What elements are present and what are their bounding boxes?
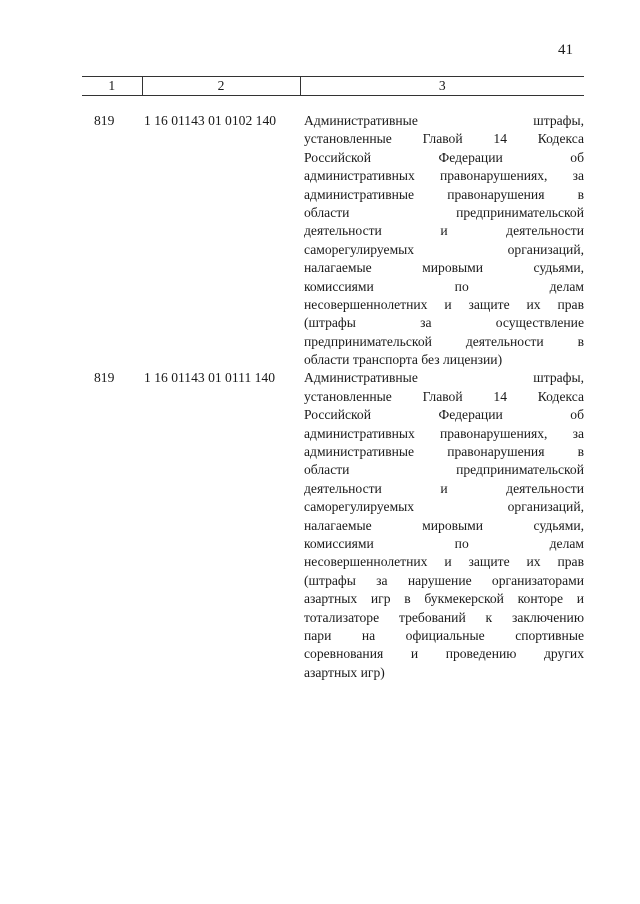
description-line: административных правонарушениях, за xyxy=(304,168,584,184)
description-line: административные правонарушения в xyxy=(304,444,584,460)
column-header-3: 3 xyxy=(300,77,584,96)
description-line: (штрафы за нарушение организаторами xyxy=(304,572,584,588)
description-line: налагаемые мировыми судьями, xyxy=(304,260,584,276)
description-line: деятельности и деятельности xyxy=(304,223,584,239)
description-line: предпринимательской деятельности в xyxy=(304,333,584,349)
description-line: (штрафы за осуществление xyxy=(304,315,584,331)
description-line: азартных игр) xyxy=(304,664,385,680)
description-line: области предпринимательской xyxy=(304,462,584,478)
budget-code-table xyxy=(82,76,584,682)
table-body xyxy=(82,96,584,683)
page-number: 41 xyxy=(558,42,573,58)
description-cell xyxy=(300,369,584,682)
description-line: Российской Федерации об xyxy=(304,407,584,423)
description-cell xyxy=(300,96,584,370)
column-header-2: 2 xyxy=(142,77,300,96)
description-line: пари на официальные спортивные xyxy=(304,627,584,643)
description-line: налагаемые мировыми судьями, xyxy=(304,517,584,533)
description-line: области транспорта без лицензии) xyxy=(304,352,503,368)
admin-code-cell: 819 xyxy=(94,113,115,128)
description-line: несовершеннолетних и защите их прав xyxy=(304,554,584,570)
description-line: несовершеннолетних и защите их прав xyxy=(304,296,584,312)
description-line: Российской Федерации об xyxy=(304,149,584,165)
description-line: комиссиями по делам xyxy=(304,535,584,551)
description-line: азартных игр в букмекерской конторе и xyxy=(304,591,584,607)
description-line: саморегулируемых организаций, xyxy=(304,499,584,515)
description-line: установленные Главой 14 Кодекса xyxy=(304,388,584,404)
description-line: административные правонарушения в xyxy=(304,186,584,202)
budget-code-cell: 1 16 01143 01 0111 140 xyxy=(144,370,276,386)
table-header xyxy=(82,77,584,96)
description-line: Административные штрафы, xyxy=(304,113,584,128)
budget-code-cell: 1 16 01143 01 0102 140 xyxy=(144,113,277,128)
table-row xyxy=(82,369,584,682)
description-line: Административные штрафы, xyxy=(304,370,584,386)
description-line: тотализаторе требований к заключению xyxy=(304,609,584,625)
description-line: установленные Главой 14 Кодекса xyxy=(304,131,584,147)
description-line: области предпринимательской xyxy=(304,204,584,220)
description-line: административных правонарушениях, за xyxy=(304,425,584,441)
description-line: саморегулируемых организаций, xyxy=(304,241,584,257)
description-line: соревнования и проведению других xyxy=(304,646,584,662)
column-header-1: 1 xyxy=(82,77,142,96)
table-row xyxy=(82,96,584,370)
header-row xyxy=(82,77,584,96)
description-line: деятельности и деятельности xyxy=(304,480,584,496)
admin-code-cell: 819 xyxy=(94,370,115,386)
description-line: комиссиями по делам xyxy=(304,278,584,294)
